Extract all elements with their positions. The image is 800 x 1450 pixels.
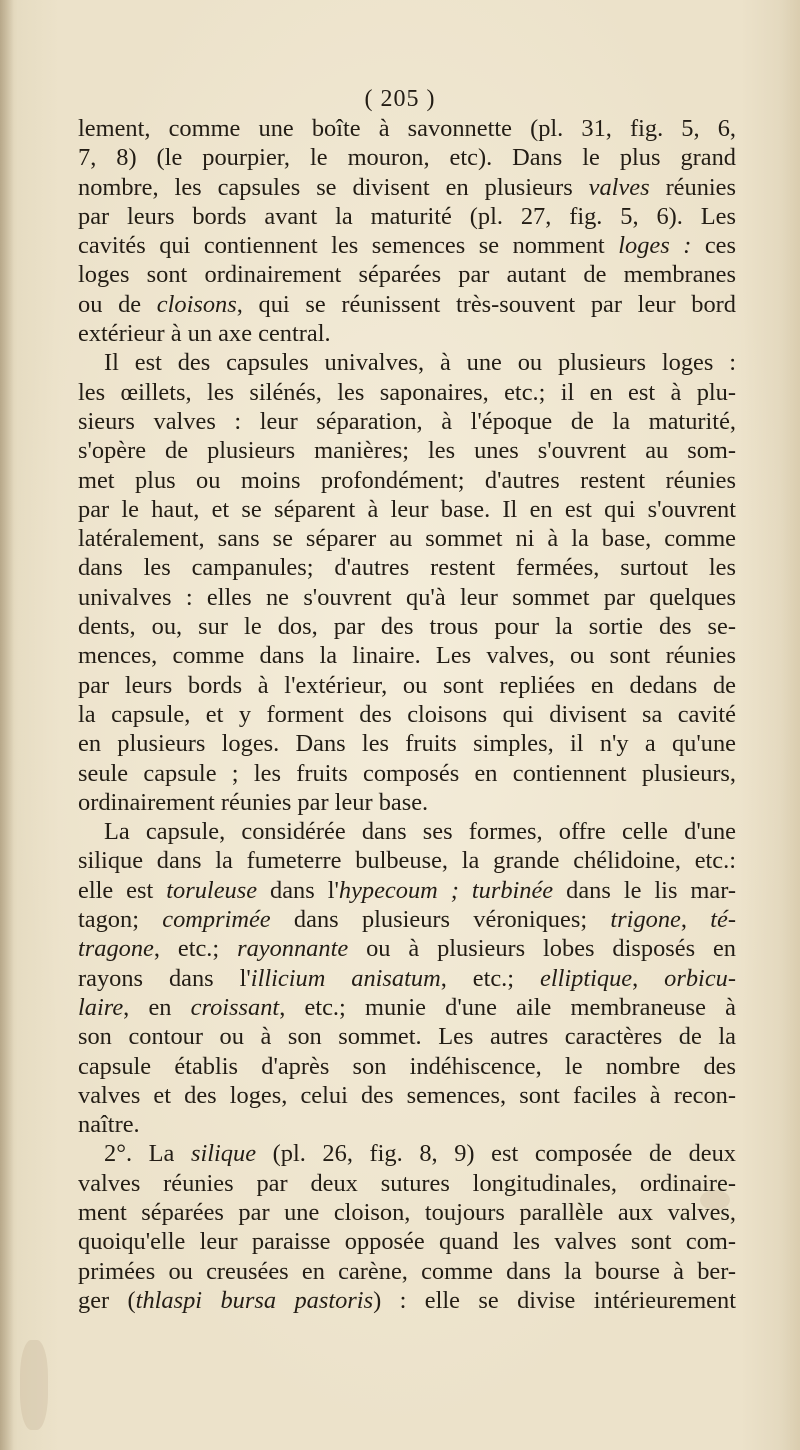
text-run: univalves : elles ne s'ouvrent qu'à leur sommet par quelques [78,583,736,611]
italic-term: croissant [190,993,280,1021]
italic-term: laire [78,993,124,1021]
text-run: valves et des loges, celui des semences, sont faciles à recon- [78,1081,736,1109]
text-run: , etc.; munie d'une aile membraneuse à [279,993,736,1021]
text-line [78,348,736,377]
text-run: sieurs valves : leur séparation, à l'époque de la maturité, [78,407,736,435]
text-line [78,993,736,1022]
text-run: ou de [78,290,157,318]
text-run: rayons dans l' [78,964,251,992]
text-run: par le haut, et se séparent à leur base. Il en est qui s'ouvrent [78,495,736,523]
text-run: (pl. 26, fig. 8, 9) est composée de deux [256,1140,736,1168]
text-run: met plus ou moins profondément; d'autres restent réunies [78,466,736,494]
text-line [78,407,736,436]
italic-term: comprimée [162,906,271,934]
text-line [78,583,736,612]
text-run: primées ou creusées en carène, comme dans la bourse à ber- [78,1257,736,1285]
text-run: , qui se réunissent très-souvent par leur bord [236,290,736,318]
text-run: lement, comme une boîte à savonnette (pl. 31, fig. 5, 6, [78,115,736,142]
text-line [78,1110,736,1139]
text-run: extérieur à un axe central. [78,320,331,348]
page-number: ( 205 ) [364,86,436,112]
text-run: 2°. La [104,1140,191,1168]
text-run: loges sont ordinairement séparées par autant de membranes [78,261,736,289]
text-run: en plusieurs loges. Dans les fruits simples, il n'y a qu'une [78,730,736,758]
italic-term: orbicu- [664,964,736,992]
text-line [78,378,736,407]
text-line [78,876,736,905]
text-line [78,260,736,289]
text-line [78,817,736,846]
text-run: ces [691,232,736,260]
italic-term: loges : [618,232,692,260]
text-line [78,1227,736,1256]
text-line [78,319,736,348]
italic-term: silique [190,1140,257,1168]
text-run: s'opère de plusieurs manières; les unes s'ouvrent au som- [78,437,736,465]
text-line [78,934,736,963]
italic-term: rayonnante [237,935,349,963]
text-line [78,553,736,582]
text-run: réunies [649,173,736,201]
text-line [78,290,736,319]
italic-term: elliptique [540,964,633,992]
text-line [78,1022,736,1051]
text-run: par leurs bords avant la maturité (pl. 27, fig. 5, 6). Les [78,202,736,230]
italic-term: toruleuse [166,876,258,904]
italic-term: té- [710,906,737,934]
text-run: nombre, les capsules se divisent en plusieurs [78,173,589,201]
text-line [78,1169,736,1198]
text-line [78,729,736,758]
text-run: son contour ou à son sommet. Les autres caractères de la [78,1023,736,1051]
paper-stain [20,1340,48,1430]
text-line [78,964,736,993]
text-line [78,495,736,524]
text-run: quoiqu'elle leur paraisse opposée quand les valves sont com- [78,1228,736,1256]
text-run: ger ( [78,1286,136,1314]
text-run: , etc.; [153,935,238,963]
text-line [78,1052,736,1081]
text-line [78,1081,736,1110]
text-run: latéralement, sans se séparer au sommet ni à la base, comme [78,525,736,553]
italic-term: thlaspi bursa pastoris [135,1286,374,1314]
text-run: , [632,964,665,992]
text-line [78,231,736,260]
text-line [78,1198,736,1227]
text-line [78,143,736,172]
text-run: seule capsule ; les fruits composés en contiennent plusieurs, [78,759,736,787]
italic-term: hypecoum ; turbinée [338,876,554,904]
text-run: tagon; [78,906,163,934]
text-line [78,905,736,934]
text-run: la capsule, et y forment des cloisons qui divisent sa cavité [78,700,736,728]
text-line [78,641,736,670]
text-run: ordinairement réunies par leur base. [78,788,429,816]
text-line [78,759,736,788]
italic-term: trigone [610,906,681,934]
text-line [78,114,736,143]
text-line [78,466,736,495]
text-run: dans plusieurs véroniques; [270,906,611,934]
italic-term: tragone [78,935,154,963]
text-line [78,612,736,641]
text-run: dents, ou, sur le dos, par des trous pour la sortie des se- [78,613,736,641]
text-run: ou à plusieurs lobes disposés en [348,935,736,963]
text-line [78,846,736,875]
text-run: Il est des capsules univalves, à une ou plusieurs loges : [104,349,736,377]
text-run: , etc.; [440,964,540,992]
text-run: les œillets, les silénés, les saponaires, etc.; il en est à plu- [78,378,736,406]
text-run: , en [123,993,191,1021]
text-line [78,202,736,231]
text-run: valves réunies par deux sutures longitudinales, ordinaire- [78,1169,736,1197]
text-run: cavités qui contiennent les semences se nomment [78,232,619,260]
italic-term: valves [588,173,650,201]
text-run: naître. [78,1111,140,1139]
page-gutter-shadow [0,0,14,1450]
text-run: elle est [78,876,167,904]
text-run: silique dans la fumeterre bulbeuse, la grande chélidoine, etc.: [78,847,736,875]
text-line [78,1139,736,1168]
text-line [78,1257,736,1286]
text-run: capsule établis d'après son indéhiscence, le nombre des [78,1052,736,1080]
text-run: mences, comme dans la linaire. Les valves, ou sont réunies [78,642,736,670]
text-run: ment séparées par une cloison, toujours parallèle aux valves, [78,1198,736,1226]
text-line [78,1286,736,1315]
text-run: par leurs bords à l'extérieur, ou sont repliées en dedans de [78,671,736,699]
text-run: ) : elle se divise intérieurement [373,1286,736,1314]
text-line [78,524,736,553]
italic-term: illicium anisatum [250,964,441,992]
text-run: dans le lis mar- [553,876,736,904]
text-run: 7, 8) (le pourpier, le mouron, etc). Dans le plus grand [78,144,736,172]
text-run: dans l' [257,876,339,904]
text-line [78,436,736,465]
text-line [78,700,736,729]
text-line [78,671,736,700]
italic-term: cloisons [156,290,237,318]
text-run: dans les campanules; d'autres restent fermées, surtout les [78,554,736,582]
text-run: La capsule, considérée dans ses formes, offre celle d'une [104,818,736,846]
text-run: , [680,906,711,934]
text-line [78,788,736,817]
text-line [78,173,736,202]
body-text [78,114,736,1315]
